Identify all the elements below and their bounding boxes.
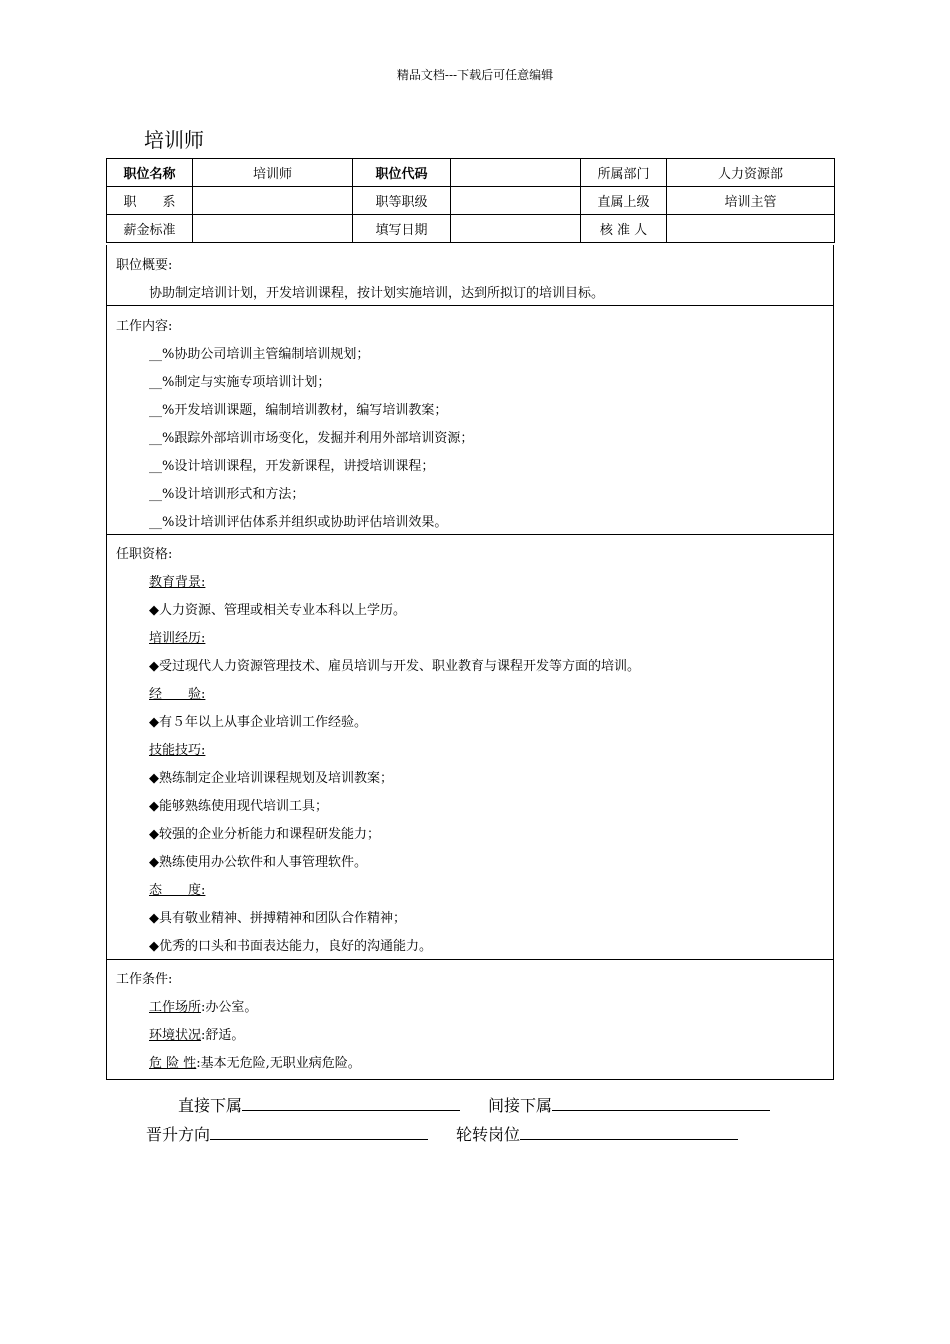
education-heading: 教育背景: (149, 575, 206, 590)
risk-value: :基本无危险,无职业病危险。 (196, 1056, 361, 1071)
duty-item: __%设计培训评估体系并组织或协助评估培训效果。 (149, 515, 448, 530)
promotion-label: 晋升方向 (146, 1125, 211, 1144)
page-header: 精品文档---下载后可任意编辑 (396, 68, 554, 82)
department-label: 所属部门 (581, 159, 667, 187)
qualifications-section (106, 534, 834, 960)
direct-reports-label: 直接下属 (178, 1096, 243, 1115)
rotation-blank (520, 1125, 738, 1140)
approver-value (667, 215, 835, 243)
department-value: 人力资源部 (667, 159, 835, 187)
date-value (451, 215, 581, 243)
rotation-field (456, 1122, 738, 1145)
skill-item: ◆熟练制定企业培训课程规划及培训教案； (149, 771, 393, 786)
environment-line (149, 1024, 244, 1043)
summary-section (106, 245, 834, 306)
duty-item: __%设计培训形式和方法； (149, 487, 305, 502)
supervisor-value: 培训主管 (667, 187, 835, 215)
grade-value (451, 187, 581, 215)
qualifications-label: 任职资格: (116, 547, 173, 562)
education-text: ◆人力资源、管理或相关专业本科以上学历。 (149, 603, 406, 618)
workplace-heading: 工作场所 (149, 1000, 202, 1015)
risk-line (149, 1052, 361, 1071)
indirect-reports-field (488, 1093, 770, 1116)
workplace-value: :办公室。 (201, 1000, 258, 1015)
experience-heading: 经 验: (149, 687, 206, 702)
training-heading: 培训经历: (149, 631, 206, 646)
summary-label: 职位概要: (116, 258, 173, 273)
job-family-value (193, 187, 353, 215)
position-name-label: 职位名称 (107, 159, 193, 187)
promotion-field (146, 1122, 428, 1145)
approver-label: 核 准 人 (581, 215, 667, 243)
duties-label: 工作内容: (116, 319, 173, 334)
table-row (107, 215, 835, 243)
position-info-table (106, 158, 835, 243)
grade-label: 职等职级 (353, 187, 451, 215)
table-row (107, 187, 835, 215)
skills-heading: 技能技巧: (149, 743, 206, 758)
direct-reports-field (178, 1093, 460, 1116)
skill-item: ◆熟练使用办公软件和人事管理软件。 (149, 855, 367, 870)
indirect-reports-label: 间接下属 (488, 1096, 553, 1115)
duty-item: __%跟踪外部培训市场变化，发掘并利用外部培训资源； (149, 431, 474, 446)
duty-item: __%协助公司培训主管编制培训规划； (149, 347, 370, 362)
promotion-blank (210, 1125, 428, 1140)
attitude-item: ◆具有敬业精神、拼搏精神和团队合作精神； (149, 911, 406, 926)
environment-heading: 环境状况 (149, 1028, 202, 1043)
summary-text: 协助制定培训计划，开发培训课程，按计划实施培训，达到所拟订的培训目标。 (149, 286, 605, 301)
position-code-label: 职位代码 (353, 159, 451, 187)
conditions-label: 工作条件: (116, 972, 173, 987)
supervisor-label: 直属上级 (581, 187, 667, 215)
environment-value: :舒适。 (201, 1028, 245, 1043)
position-name-value: 培训师 (193, 159, 353, 187)
duty-item: __%制定与实施专项培训计划； (149, 375, 331, 390)
duty-item: __%开发培训课题，编制培训教材，编写培训教案； (149, 403, 448, 418)
job-family-label: 职 系 (107, 187, 193, 215)
direct-reports-blank (242, 1096, 460, 1111)
duty-item: __%设计培训课程，开发新课程，讲授培训课程； (149, 459, 435, 474)
salary-value (193, 215, 353, 243)
rotation-label: 轮转岗位 (456, 1125, 521, 1144)
duties-section (106, 306, 834, 535)
workplace-line (149, 996, 257, 1015)
training-text: ◆受过现代人力资源管理技术、雇员培训与开发、职业教育与课程开发等方面的培训。 (149, 659, 640, 674)
indirect-reports-blank (552, 1096, 770, 1111)
salary-label: 薪金标准 (107, 215, 193, 243)
position-code-value (451, 159, 581, 187)
experience-text: ◆有５年以上从事企业培训工作经验。 (149, 715, 367, 730)
conditions-section (106, 959, 834, 1080)
table-row (107, 159, 835, 187)
page-title: 培训师 (144, 128, 204, 152)
skill-item: ◆能够熟练使用现代培训工具； (149, 799, 328, 814)
skill-item: ◆较强的企业分析能力和课程研发能力； (149, 827, 380, 842)
attitude-item: ◆优秀的口头和书面表达能力，良好的沟通能力。 (149, 939, 432, 954)
date-label: 填写日期 (353, 215, 451, 243)
risk-heading: 危 险 性 (149, 1056, 197, 1071)
attitude-heading: 态 度: (149, 883, 206, 898)
